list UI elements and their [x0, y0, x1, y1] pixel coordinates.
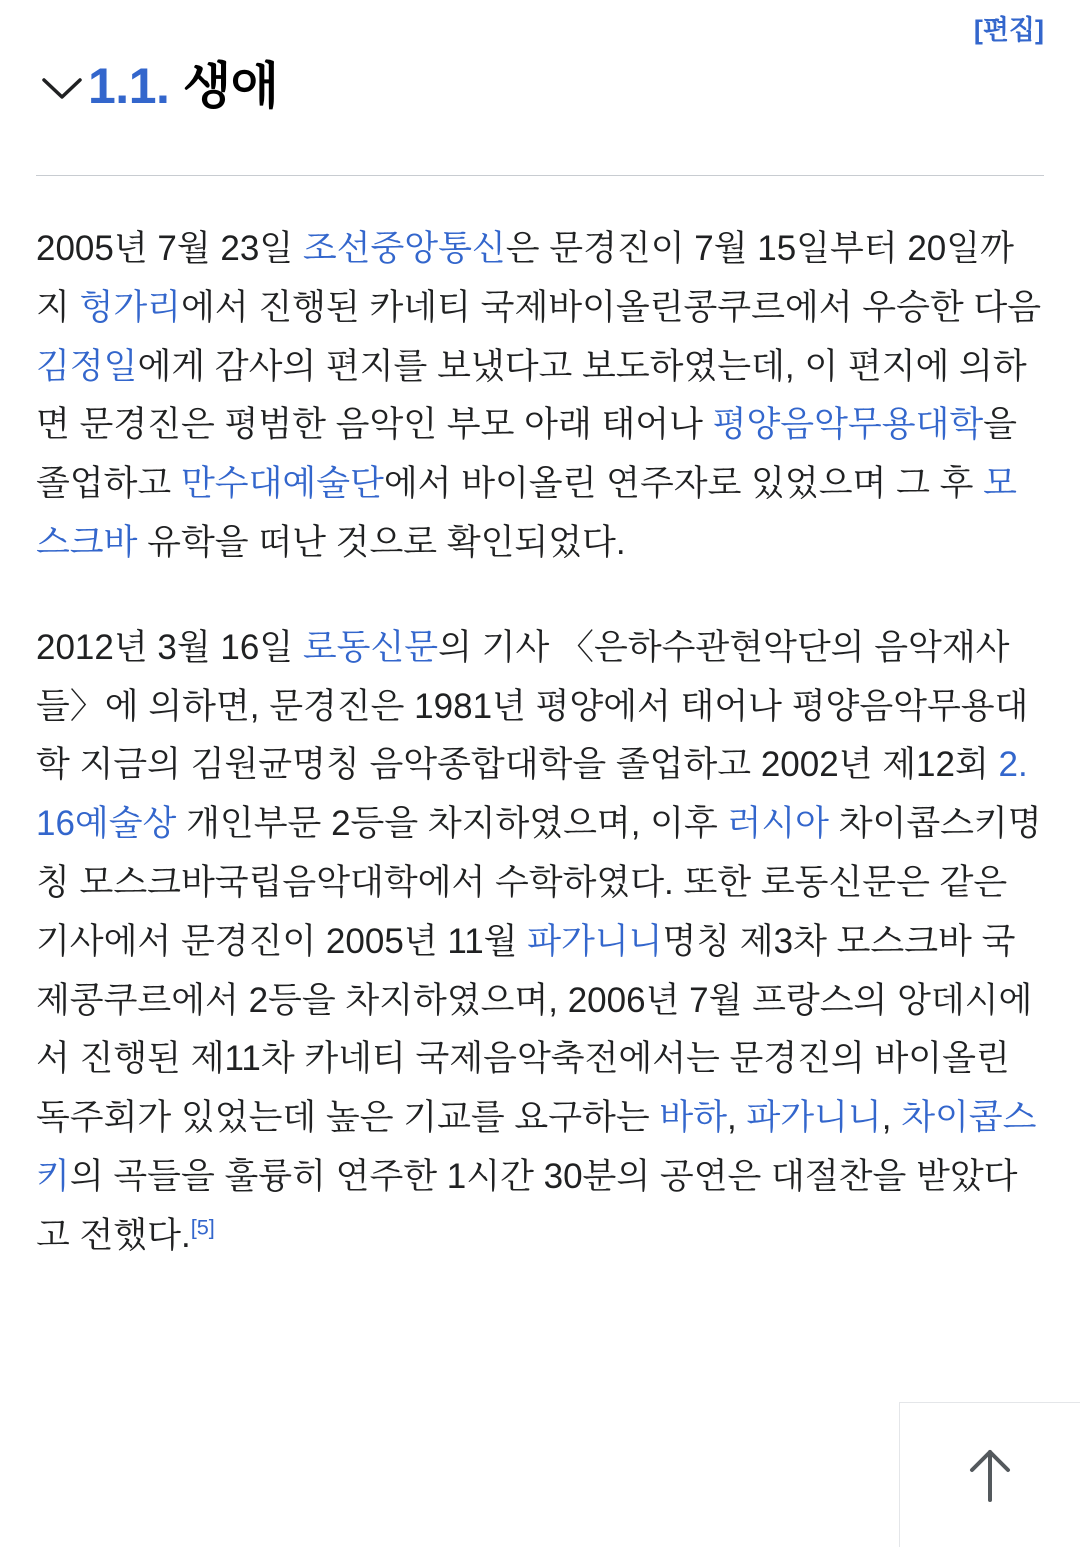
section-header: [36, 0, 1044, 176]
scroll-to-top-button[interactable]: [899, 1402, 1080, 1547]
reference-link[interactable]: [5]: [190, 1214, 215, 1240]
reference-marker[interactable]: [191, 1214, 215, 1239]
wiki-link[interactable]: 김정일: [36, 346, 138, 386]
wiki-link[interactable]: 로동신문: [302, 627, 439, 667]
wiki-link[interactable]: 헝가리: [79, 287, 181, 327]
section-title: 생애: [182, 57, 279, 114]
wiki-link[interactable]: 조선중앙통신: [302, 229, 506, 268]
wiki-link[interactable]: 차이콥스키: [36, 1098, 1037, 1196]
wiki-link[interactable]: 러시아: [727, 804, 829, 844]
edit-section-link[interactable]: [편집]: [973, 15, 1044, 45]
wiki-link[interactable]: 2.16예술상: [36, 745, 1028, 844]
page-title: [88, 56, 278, 116]
section-number: 1.1.: [88, 57, 170, 114]
wiki-link[interactable]: 파가니니: [746, 1098, 882, 1138]
arrow-up-icon: [962, 1444, 1018, 1506]
wiki-link[interactable]: 파가니니: [527, 921, 663, 961]
wiki-link[interactable]: 평양음악무용대학: [712, 405, 984, 445]
wiki-link[interactable]: 바하: [659, 1098, 728, 1138]
wiki-link[interactable]: 모스크바: [36, 464, 1017, 562]
paragraph: 2012년 3월 16일 로동신문의 기사 〈은하수관현악단의 음악재사들〉에 의하면, 문경진은 1981년 평양에서 태어나 평양음악무용대학 지금의 김원균명칭 음악종합대학을 졸업하고 2002년 제12회 2.16예술상 개인부문 2등을 차지하였으며, 이후 러시아 차이콥스키명칭 모스크바국립음악대학에서 수학하였다. 또한 로동신문은 같은 기사에서 문경진이 2005년 11월 파가니니명칭 제3차 모스크바 국제콩쿠르에서 2등을 차지하였으며, 2006년 7월 프랑스의 앙데시에서 진행된 제11차 카네티 국제음악축전에서는 문경진의 바이올린 독주회가 있었는데 높은 기교를 요구하는 바하, 파가니니, 차이콥스키의 곡들을 훌륭히 연주한 1시간 30분의 공연은 대절찬을 받았다고 전했다.[5]: [36, 627, 1042, 1255]
chevron-down-icon[interactable]: [36, 70, 88, 102]
wiki-link[interactable]: 만수대예술단: [180, 464, 384, 504]
section-body: [36, 176, 1044, 1266]
paragraph: 2005년 7월 23일 조선중앙통신은 문경진이 7월 15일부터 20일까지 헝가리에서 진행된 카네티 국제바이올린콩쿠르에서 우승한 다음 김정일에게 감사의 편지를 보냈다고 보도하였는데, 이 편지에 의하면 문경진은 평범한 음악인 부모 아래 태어나 평양음악무용대학을 졸업하고 만수대예술단에서 바이올린 연주자로 있었으며 그 후 모스크바 유학을 떠난 것으로 확인되었다.: [36, 229, 1042, 562]
